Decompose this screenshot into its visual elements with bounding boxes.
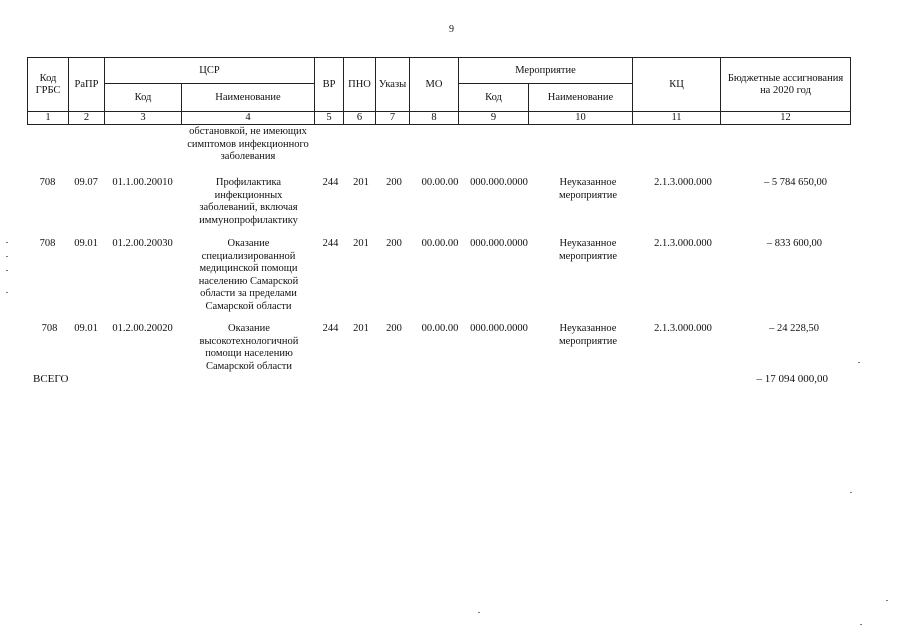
scan-speck (850, 492, 852, 493)
cell-csr-kod: 01.2.00.20030 (112, 238, 173, 249)
cell-csr-name: Профилактика инфекционных заболеваний, включая иммунопрофилактику (199, 177, 298, 226)
cell-grbs: 708 (41, 323, 58, 334)
col-number: 1 (28, 112, 69, 125)
col-number: 3 (105, 112, 182, 125)
scan-speck (858, 362, 860, 363)
header-rapr: РаПР (69, 58, 105, 112)
scan-speck (886, 600, 888, 601)
cell-vr: 244 (322, 238, 339, 249)
header-kod-grbs: Код ГРБС (28, 58, 69, 112)
cell-amount: – 5 784 650,00 (764, 177, 827, 188)
cell-mo: 00.00.00 (421, 177, 459, 188)
cell-mo: 00.00.00 (421, 238, 459, 249)
cell-mer-name: Неуказанное мероприятие (559, 238, 617, 262)
scan-speck (860, 624, 862, 625)
cell-rapr: 09.01 (74, 238, 98, 249)
cell-grbs: 708 (39, 177, 56, 188)
header-csr-kod: Код (105, 84, 182, 112)
cell-mer-kod: 000.000.0000 (470, 177, 528, 188)
total-label: ВСЕГО (33, 373, 69, 385)
cell-csr-kod: 01.2.00.20020 (112, 323, 173, 334)
budget-table-header (27, 57, 851, 125)
header-csr: ЦСР (105, 58, 315, 84)
cell-csr-name: Оказание специализированной медицинской помощи населению Самарской области за пределами Самарской области (198, 238, 299, 312)
cell-mer-name: Неуказанное мероприятие (559, 177, 617, 201)
cell-ukazy: 200 (386, 238, 402, 249)
cell-rapr: 09.01 (74, 323, 98, 334)
cell-pno: 201 (353, 238, 369, 249)
col-number: 8 (410, 112, 459, 125)
cell-mer-kod: 000.000.0000 (470, 323, 528, 334)
continuation-text: обстановкой, не имеющих симптомов инфекционного заболевания (187, 126, 309, 162)
scan-speck (6, 256, 8, 257)
col-number: 11 (633, 112, 721, 125)
cell-rapr: 09.07 (74, 177, 98, 188)
col-number: 6 (344, 112, 376, 125)
cell-ukazy: 200 (386, 177, 402, 188)
cell-grbs: 708 (39, 238, 56, 249)
col-number: 10 (529, 112, 633, 125)
header-vr: ВР (315, 58, 344, 112)
header-mer-kod: Код (459, 84, 529, 112)
header-kc: КЦ (633, 58, 721, 112)
scan-speck (6, 292, 8, 293)
cell-kc: 2.1.3.000.000 (654, 238, 712, 249)
header-mer-name: Наименование (529, 84, 633, 112)
scan-speck (6, 242, 8, 243)
header-meropriyatie: Мероприятие (459, 58, 633, 84)
col-number: 7 (376, 112, 410, 125)
cell-mo: 00.00.00 (421, 323, 459, 334)
col-number: 4 (182, 112, 315, 125)
page-number: 9 (449, 24, 454, 35)
header-mo: МО (410, 58, 459, 112)
cell-pno: 201 (353, 177, 369, 188)
cell-kc: 2.1.3.000.000 (654, 177, 712, 188)
cell-kc: 2.1.3.000.000 (654, 323, 712, 334)
scan-speck (6, 270, 8, 271)
header-pno: ПНО (344, 58, 376, 112)
total-amount: – 17 094 000,00 (756, 373, 828, 385)
cell-mer-kod: 000.000.0000 (470, 238, 528, 249)
cell-pno: 201 (353, 323, 369, 334)
col-number: 12 (721, 112, 851, 125)
header-ukazy: Указы (376, 58, 410, 112)
cell-amount: – 833 600,00 (766, 238, 822, 249)
col-number: 2 (69, 112, 105, 125)
header-csr-name: Наименование (182, 84, 315, 112)
cell-vr: 244 (322, 323, 339, 334)
header-budget: Бюджетные ассигнования на 2020 год (721, 58, 851, 112)
col-number: 9 (459, 112, 529, 125)
scan-speck (478, 612, 480, 613)
cell-ukazy: 200 (386, 323, 402, 334)
cell-vr: 244 (322, 177, 339, 188)
cell-amount: – 24 228,50 (769, 323, 819, 334)
cell-csr-name: Оказание высокотехнологичной помощи населению Самарской области (199, 323, 299, 372)
cell-csr-kod: 01.1.00.20010 (112, 177, 173, 188)
col-number: 5 (315, 112, 344, 125)
cell-mer-name: Неуказанное мероприятие (559, 323, 617, 347)
